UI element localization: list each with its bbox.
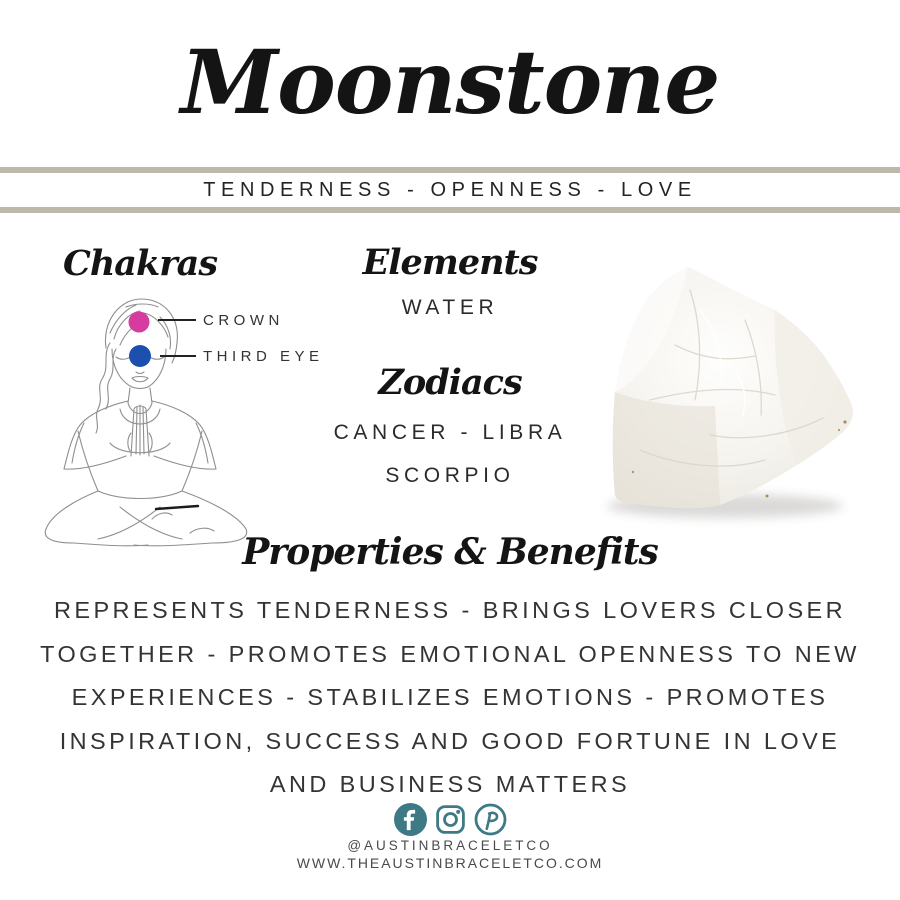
- properties-line: TOGETHER - PROMOTES EMOTIONAL OPENNESS TO NEW: [40, 640, 860, 667]
- properties-text: [0, 589, 900, 807]
- meditating-figure-illustration: [40, 293, 260, 553]
- properties-line: INSPIRATION, SUCCESS AND GOOD FORTUNE IN LOVE: [59, 727, 841, 754]
- facebook-icon[interactable]: [394, 803, 427, 836]
- instagram-icon[interactable]: [434, 803, 467, 836]
- zodiacs-heading: Zodiacs: [378, 362, 522, 403]
- zodiacs-line2: SCORPIO: [385, 464, 515, 487]
- third-eye-connector-line: [160, 355, 196, 357]
- website-url: WWW.THEAUSTINBRACELETCO.COM: [296, 855, 604, 871]
- third-eye-chakra-dot: [129, 345, 151, 367]
- third-eye-label: THIRD EYE: [203, 348, 324, 365]
- social-icons-row: [0, 803, 900, 836]
- moonstone-photo: [595, 250, 885, 535]
- page-title: Moonstone: [180, 30, 720, 134]
- chakras-heading: Chakras: [62, 243, 218, 284]
- crown-connector-line: [158, 319, 196, 321]
- lap-line: [156, 506, 198, 509]
- properties-line: AND BUSINESS MATTERS: [269, 771, 631, 797]
- social-handle: @AUSTINBRACELETCO: [347, 838, 553, 853]
- keywords-banner: [0, 167, 900, 213]
- properties-heading: Properties & Benefits: [242, 531, 658, 573]
- keywords-text: TENDERNESS - OPENNESS - LOVE: [203, 178, 697, 201]
- elements-value: WATER: [401, 296, 499, 319]
- crown-chakra-dot: [129, 312, 150, 333]
- elements-heading: Elements: [362, 242, 538, 283]
- pinterest-icon[interactable]: [474, 803, 507, 836]
- properties-line: EXPERIENCES - STABILIZES EMOTIONS - PROMOTES: [71, 684, 829, 710]
- properties-line: REPRESENTS TENDERNESS - BRINGS LOVERS CLOSER: [54, 597, 846, 623]
- zodiacs-line1: CANCER - LIBRA: [333, 421, 567, 444]
- crown-label: CROWN: [203, 312, 284, 329]
